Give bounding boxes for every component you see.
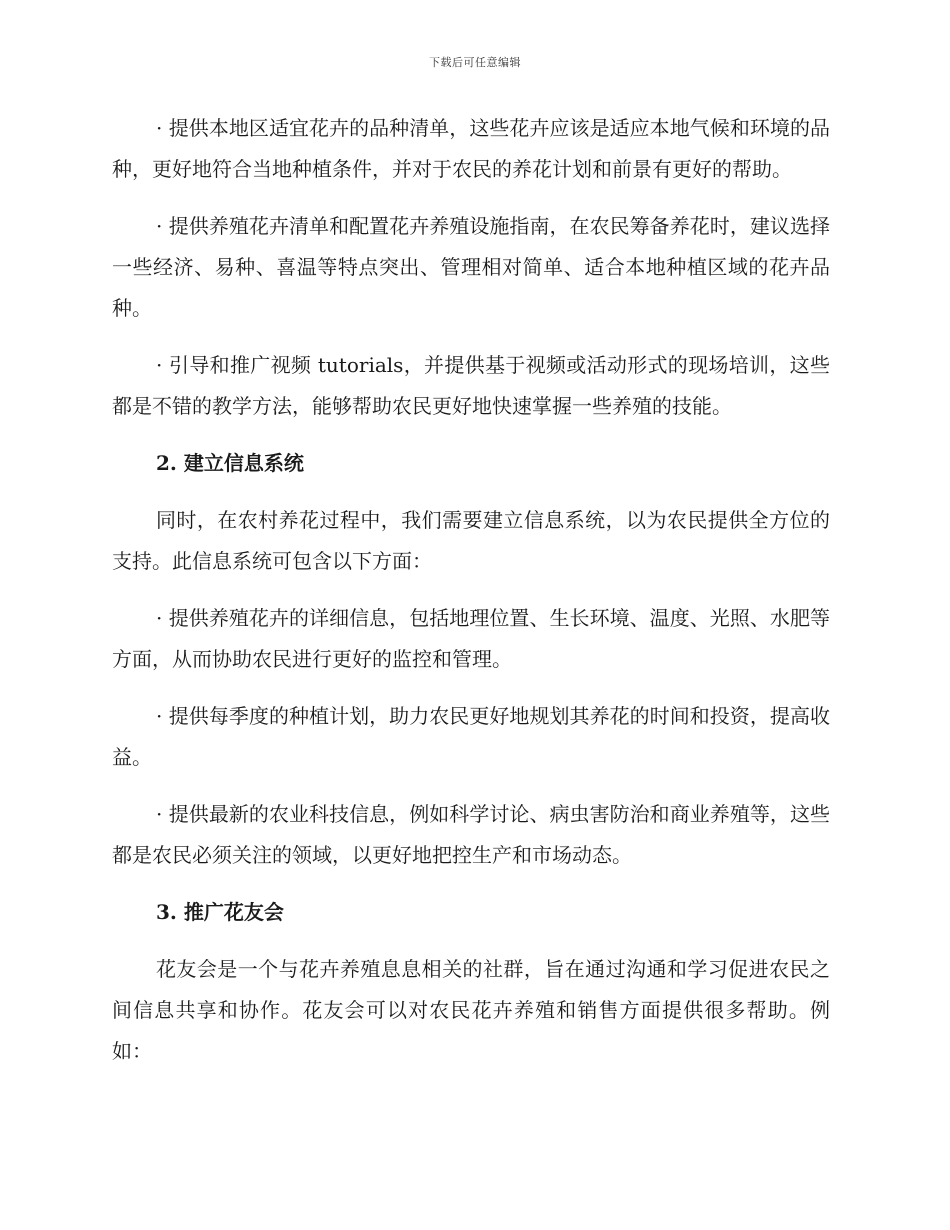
body-paragraph: 花友会是一个与花卉养殖息息相关的社群，旨在通过沟通和学习促进农民之间信息共享和协作。花友会可以对农民花卉养殖和销售方面提供很多帮助。例如： xyxy=(112,957,830,1063)
body-paragraph: 同时，在农村养花过程中，我们需要建立信息系统，以为农民提供全方位的支持。此信息系统可包含以下方面： xyxy=(112,508,830,573)
bullet-paragraph: · 提供每季度的种植计划，助力农民更好地规划其养花的时间和投资，提高收益。 xyxy=(112,704,830,769)
bullet-paragraph: · 引导和推广视频 tutorials，并提供基于视频或活动形式的现场培训，这些都是不错的教学方法，能够帮助农民更好地快速掌握一些养殖的技能。 xyxy=(112,353,830,418)
bullet-paragraph: · 提供本地区适宜花卉的品种清单，这些花卉应该是适应本地气候和环境的品种，更好地符合当地种植条件，并对于农民的养花计划和前景有更好的帮助。 xyxy=(112,116,830,181)
section-heading: 2. 建立信息系统 xyxy=(156,451,304,475)
section-heading: 3. 推广花友会 xyxy=(156,900,284,924)
bullet-paragraph: · 提供养殖花卉的详细信息，包括地理位置、生长环境、温度、光照、水肥等方面，从而协助农民进行更好的监控和管理。 xyxy=(112,606,830,671)
page-header: 下载后可任意编辑 xyxy=(429,56,521,69)
bullet-paragraph: · 提供养殖花卉清单和配置花卉养殖设施指南，在农民筹备养花时，建议选择一些经济、易种、喜温等特点突出、管理相对简单、适合本地种植区域的花卉品种。 xyxy=(112,214,830,320)
bullet-paragraph: · 提供最新的农业科技信息，例如科学讨论、病虫害防治和商业养殖等，这些都是农民必须关注的领域，以更好地把控生产和市场动态。 xyxy=(112,802,830,867)
document-body xyxy=(112,108,830,1088)
